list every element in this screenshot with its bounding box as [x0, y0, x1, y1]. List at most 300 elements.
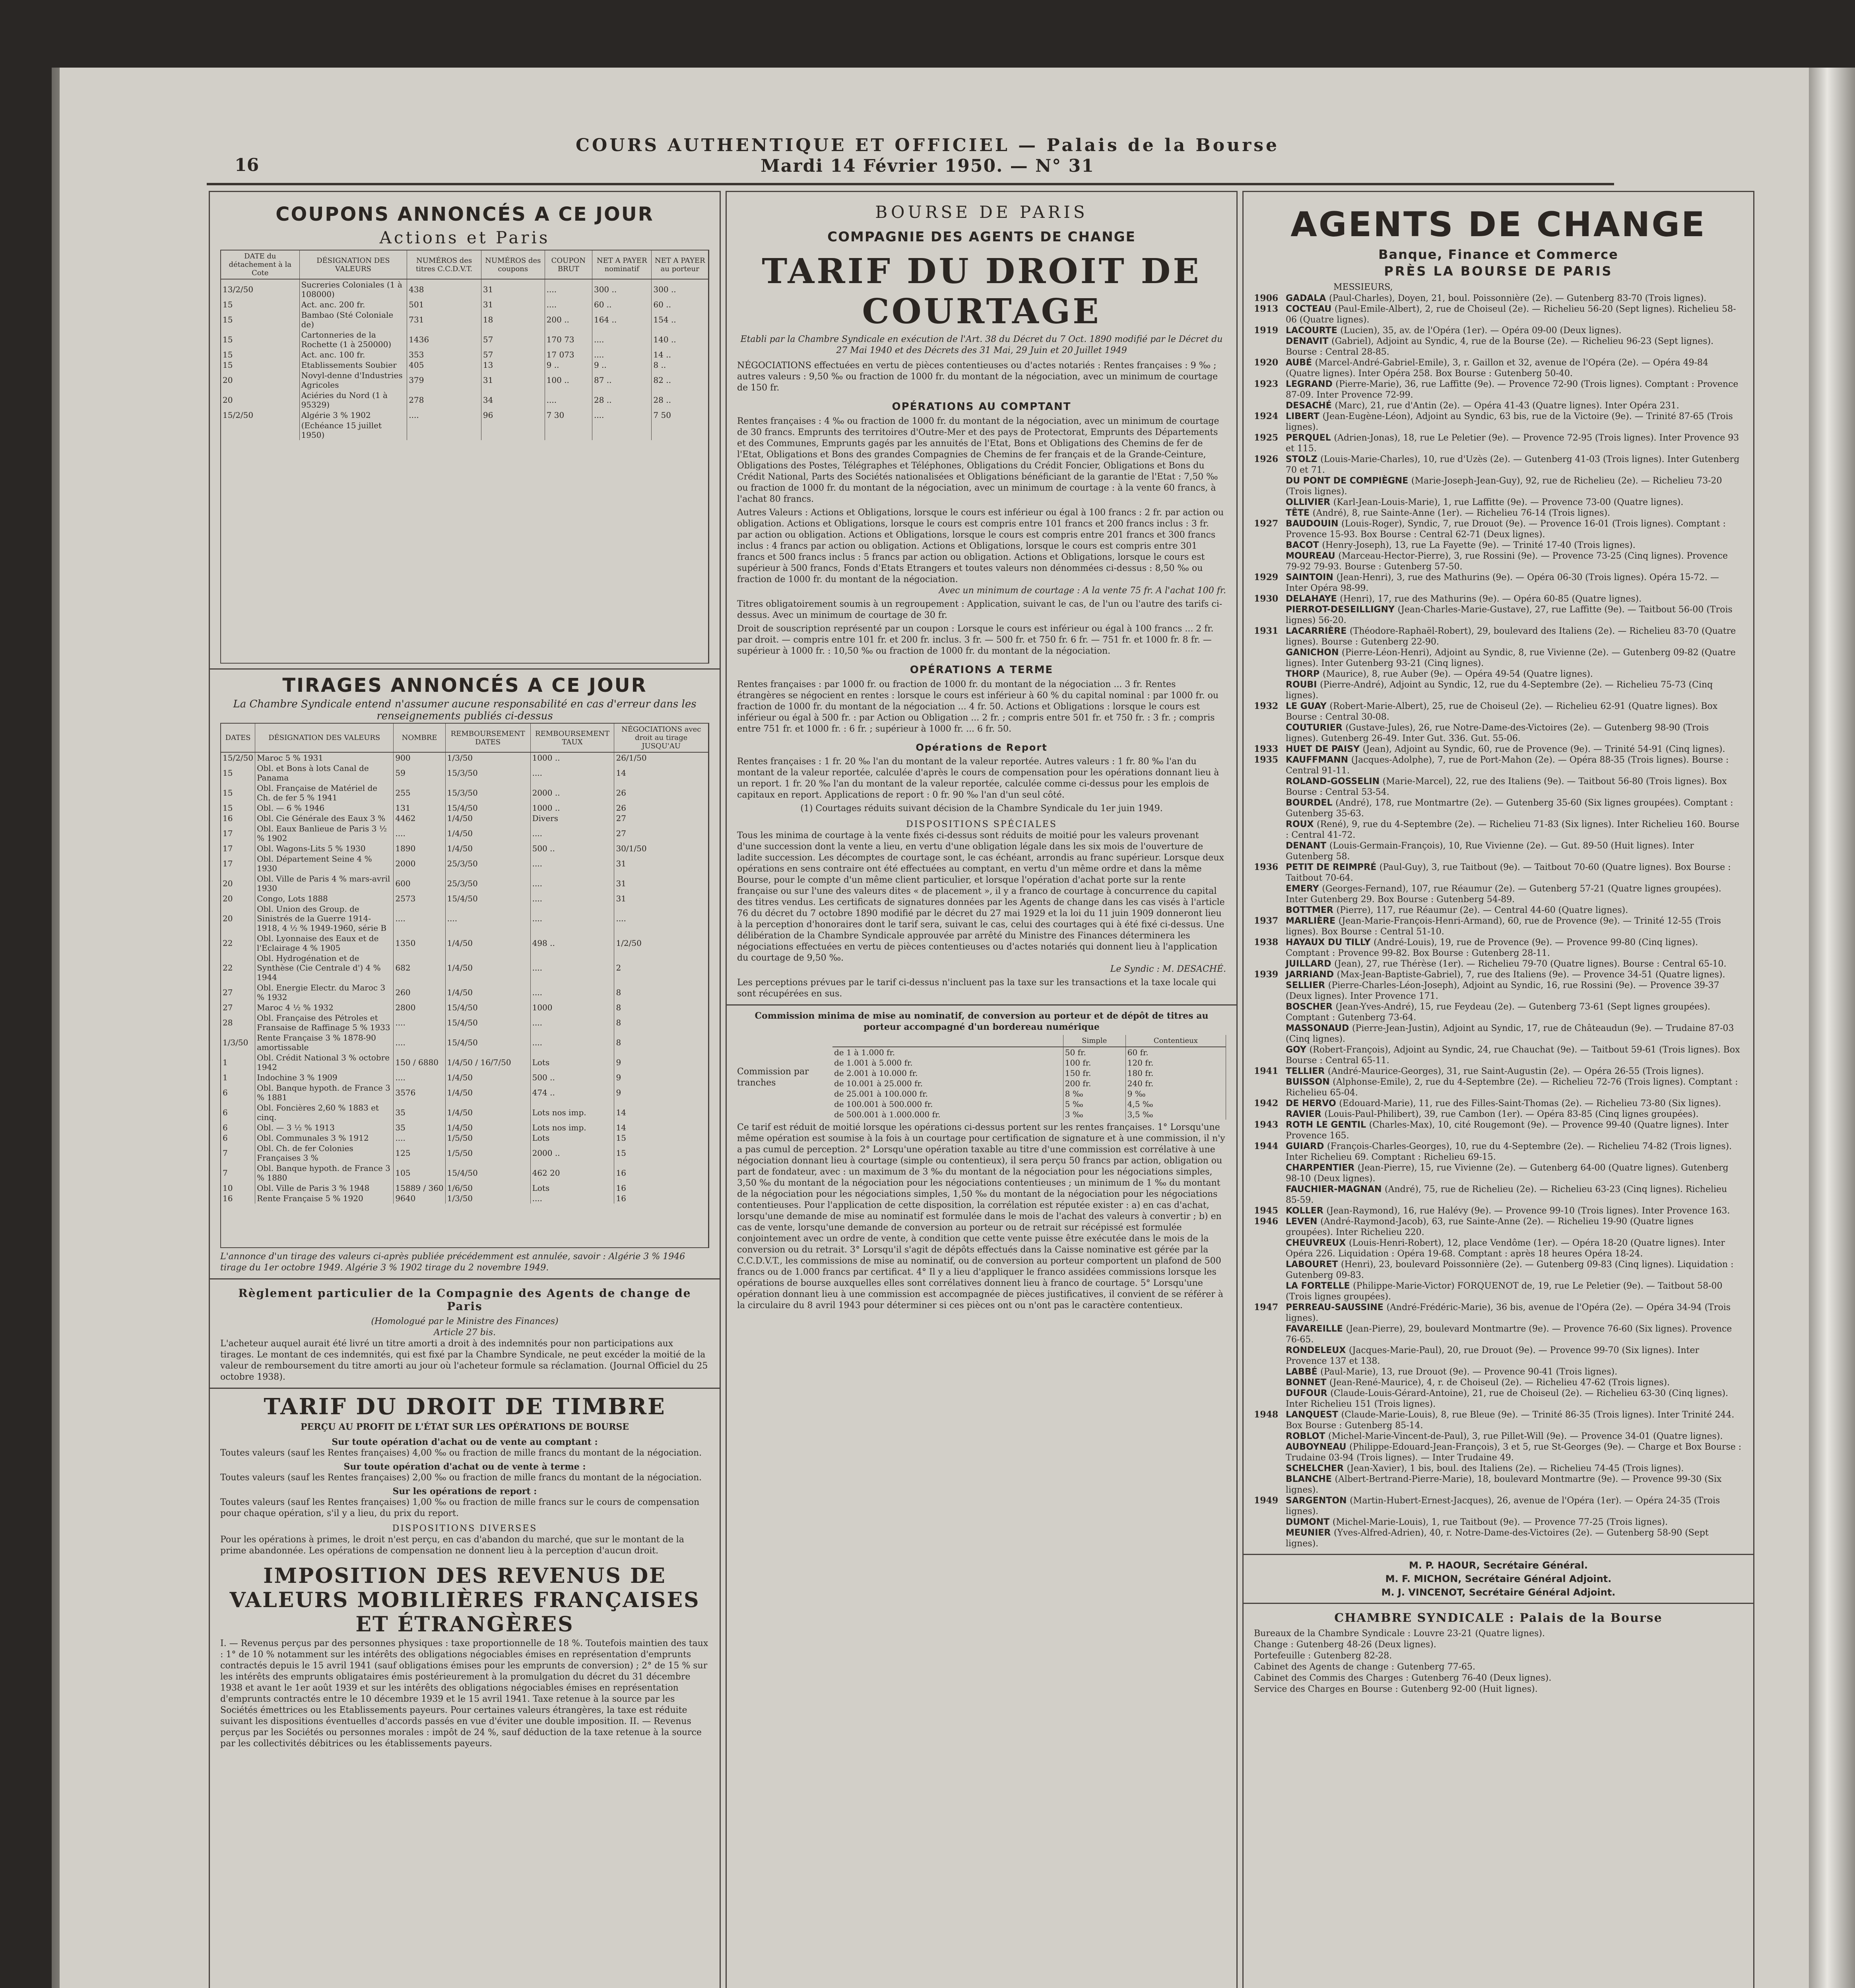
- agent-text: [1286, 1098, 1743, 1109]
- tirage-cell: 1: [221, 1052, 255, 1072]
- agent-name: BOTTMER: [1286, 905, 1337, 915]
- coupon-cell: 170 73: [545, 330, 592, 349]
- tirage-cell: 105: [394, 1163, 445, 1183]
- agent-entry: [1254, 883, 1743, 905]
- tirage-cell: 15: [221, 803, 255, 813]
- agent-text: [1286, 1463, 1743, 1474]
- agent-name: MOUREAU: [1286, 551, 1339, 561]
- coupon-cell: Cartonneries de la Rochette (1 à 250000): [299, 330, 407, 349]
- agent-year: [1254, 1377, 1286, 1388]
- agent-name: ROBLOT: [1286, 1431, 1329, 1441]
- agent-entry: [1254, 604, 1743, 626]
- tirage-cell: 25/3/50: [445, 874, 530, 893]
- commission-cell: de 500.001 à 1.000.000 fr.: [832, 1109, 1063, 1120]
- imposition-title: IMPOSITION DES REVENUS DE VALEURS MOBILIÈRES FRANÇAISES ET ÉTRANGÈRES: [229, 1564, 700, 1637]
- agent-details: (Claude-Marie-Louis), 8, rue Bleue (9e). — Trinité 86-35 (Trois lignes). Inter Trinité 244. Box Bourse : Gutenberg 85-14.: [1286, 1410, 1735, 1431]
- agent-text: [1286, 1517, 1743, 1528]
- coupon-cell: 60 ..: [592, 299, 651, 310]
- tirage-cell: 7: [221, 1143, 255, 1163]
- agent-year: 1906: [1254, 293, 1279, 303]
- agent-details: (Louis-Roger), Syndic, 7, rue Drouot (9e). — Provence 16-01 (Trois lignes). Comptant : Provence 15-93. Box Bourse : Central 62-71 (Deux lignes).: [1286, 519, 1726, 540]
- agent-text: [1286, 1324, 1743, 1345]
- agent-details: (Albert-Bertrand-Pierre-Marie), 18, boulevard Montmartre (9e). — Provence 99-30 (Six lignes).: [1286, 1474, 1722, 1495]
- timbre-s3: Sur les opérations de report :: [392, 1486, 537, 1497]
- tirage-cell: 15/4/50: [445, 893, 530, 904]
- agent-name: SCHELCHER: [1286, 1464, 1347, 1474]
- agent-entry: [1254, 969, 1743, 980]
- tirage-cell: ....: [530, 1033, 614, 1052]
- tirage-cell: 16: [614, 1163, 708, 1183]
- commission-row: [832, 1068, 1226, 1078]
- tirage-cell: 1/4/50: [445, 1122, 530, 1133]
- agent-details: (Jacques-Marie-Paul), 20, rue Drouot (9e). — Provence 99-70 (Six lignes). Inter Provence 137 et 138.: [1286, 1345, 1700, 1366]
- dispositions-diverses-text: Pour les opérations à primes, le droit n'est perçu, en cas d'abandon du marché, que sur le montant de la prime abandonnée. Les opérations de compensation ne donnent lieu à la perception d'aucun droit.: [220, 1535, 684, 1556]
- coupon-row: [221, 310, 708, 330]
- commission-cell: 100 fr.: [1063, 1058, 1125, 1068]
- agent-entry: [1254, 476, 1743, 497]
- agent-name: LEVEN: [1286, 1217, 1321, 1227]
- timbre-subtitle: PERÇU AU PROFIT DE L'ÉTAT SUR LES OPÉRATIONS DE BOURSE: [300, 1422, 629, 1432]
- tirage-cell: 8: [614, 1033, 708, 1052]
- agent-name: FAUCHIER-MAGNAN: [1286, 1184, 1385, 1194]
- tirage-row: [221, 783, 708, 803]
- agent-details: (Jean-Marie-François-Henri-Armand), 60, rue de Provence (9e). — Trinité 12-55 (Trois lignes). Box Bourse : Central 51-10.: [1286, 916, 1721, 937]
- agent-entry: [1254, 1206, 1743, 1216]
- agent-name: COUTURIER: [1286, 723, 1346, 733]
- coupon-cell: 82 ..: [652, 370, 708, 390]
- agent-entry: [1254, 411, 1743, 433]
- tirage-cell: 1/4/50: [445, 1103, 530, 1122]
- agent-year: 1943: [1254, 1120, 1279, 1130]
- agent-name: RAVIER: [1286, 1109, 1325, 1119]
- agent-entry: [1254, 1163, 1743, 1184]
- timbre-s2: Sur toute opération d'achat ou de vente à terme :: [343, 1462, 586, 1472]
- tirage-cell: 35: [394, 1122, 445, 1133]
- agent-text: [1286, 969, 1743, 980]
- tirage-cell: 2000 ..: [530, 1143, 614, 1163]
- tirage-cell: Obl. Communales 3 % 1912: [255, 1133, 394, 1143]
- signature-2: M. F. MICHON, Secrétaire Général Adjoint.: [1385, 1573, 1612, 1584]
- agent-year: 1948: [1254, 1409, 1279, 1420]
- agent-entry: [1254, 1302, 1743, 1324]
- agent-year: 1946: [1254, 1216, 1279, 1227]
- agent-text: [1286, 1077, 1743, 1098]
- agent-year: [1254, 1023, 1286, 1044]
- agent-details: (Pierre-Charles-Léon-Joseph), Adjoint au Syndic, 16, rue Rossini (9e). — Provence 39-37 (Deux lignes). Inter Provence 171.: [1286, 980, 1719, 1001]
- agent-year: 1926: [1254, 454, 1279, 464]
- report-text: Rentes françaises : 1 fr. 20 ‰ l'an du montant de la valeur reportée. Autres valeurs : 1 fr. 80 ‰ l'an du montant de la valeur reportée, calculée d'après le cours de compensation pour les opérations donnant lieu à un report. 1 fr. 20 ‰ l'an du montant de la valeur reportée, calculée comme ci-dessus pour les emplois de capitaux en report. Applications de report : 0 fr. 90 ‰ l'an d'un seul côté.: [737, 757, 1219, 800]
- agent-details: (Paul-Emile-Albert), 2, rue de Choiseul (2e). — Richelieu 56-20 (Sept lignes). Richelieu 58-06 (Quatre lignes).: [1286, 304, 1736, 325]
- commission-cell: 3 ‰: [1063, 1109, 1125, 1120]
- coupon-cell: ....: [407, 410, 481, 420]
- agent-year: [1254, 1388, 1286, 1409]
- tirage-row: [221, 1183, 708, 1193]
- coupon-cell: 140 ..: [652, 330, 708, 349]
- agent-name: RONDELEUX: [1286, 1345, 1349, 1355]
- agent-year: [1254, 669, 1286, 679]
- tirage-cell: Obl. — 3 ½ % 1913: [255, 1122, 394, 1133]
- imposition-text: I. — Revenus perçus par des personnes physiques : taxe proportionnelle de 18 %. Toutefois maintien des taux : 1° de 10 % notamment sur les intérêts des obligations négociables émises en représentation d'emprunts contractés depuis le 15 avril 1941 (sauf obligations émises pour les emprunts de conversion) ; 2° de 15 % sur les intérêts des emprunts obligataires émis postérieurement à la promulgation du décret du 31 décembre 1938 et avant le 1er août 1939 et sur les intérêts des obligations négociables émises en représentation d'emprunts contractés entre le 10 décembre 1939 et le 15 avril 1941. Taxe retenue à la source par les Sociétés émettrices ou les Etablissements payeurs. Pour certaines valeurs étrangères, la taxe est réduite suivant les dispositions éventuelles d'accords passés en vue d'éviter une double imposition. II. — Revenus perçus par les Sociétés ou personnes morales : impôt de 24 %, sauf déduction de la taxe retenue à la source par les collectivités débitrices ou les établissements payeurs.: [220, 1639, 708, 1749]
- tirage-cell: 260: [394, 982, 445, 1002]
- coupon-cell: Novyl-denne d'Industries Agricoles: [299, 370, 407, 390]
- agent-text: [1286, 916, 1743, 937]
- tirage-cell: 27: [221, 1002, 255, 1013]
- tirage-cell: 31: [614, 854, 708, 874]
- tirage-row: [221, 843, 708, 854]
- tirage-cell: 2573: [394, 893, 445, 904]
- agent-text: [1286, 701, 1743, 722]
- coupon-cell: 31: [481, 370, 545, 390]
- coupon-cell: 100 ..: [545, 370, 592, 390]
- tirage-row: [221, 813, 708, 823]
- tirage-row: [221, 752, 708, 763]
- coupon-header-2: NUMÉROS des titres C.C.D.V.T.: [407, 250, 481, 279]
- agent-details: (Georges-Fernand), 107, rue Réaumur (2e). — Gutenberg 57-21 (Quatre lignes groupées). Inter Gutenberg 29. Box Bourse : Gutenberg 54-89.: [1286, 884, 1721, 905]
- tirage-cell: 15/3/50: [445, 763, 530, 783]
- agent-details: (Martin-Hubert-Ernest-Jacques), 26, avenue de l'Opéra (1er). — Opéra 24-35 (Trois lignes).: [1286, 1496, 1720, 1516]
- agent-text: [1286, 1184, 1743, 1206]
- tirage-row: [221, 1072, 708, 1083]
- coupon-row: [221, 349, 708, 360]
- coupon-cell: 13: [481, 360, 545, 370]
- tirage-cell: Maroc 5 % 1931: [255, 752, 394, 763]
- tirage-header-3: REMBOURSEMENT DATES: [445, 724, 530, 752]
- commission-cell: 120 fr.: [1125, 1058, 1226, 1068]
- tirage-cell: ....: [530, 982, 614, 1002]
- agent-text: [1286, 1002, 1743, 1023]
- tirage-cell: 35: [394, 1103, 445, 1122]
- agent-text: [1286, 626, 1743, 647]
- chambre-line: Portefeuille : Gutenberg 82-28.: [1254, 1651, 1392, 1661]
- agent-details: (Pierre-Jean-Justin), Adjoint au Syndic, 17, rue de Châteaudun (9e). — Trudaine 87-03 (Cinq lignes).: [1286, 1023, 1734, 1044]
- agent-entry: [1254, 980, 1743, 1002]
- tirage-cell: 27: [221, 982, 255, 1002]
- tirage-header-5: NÉGOCIATIONS avec droit au tirage JUSQU'AU: [614, 724, 708, 752]
- coupon-cell: 154 ..: [652, 310, 708, 330]
- tirage-cell: ....: [394, 823, 445, 843]
- tirage-header-1: DÉSIGNATION DES VALEURS: [255, 724, 394, 752]
- agent-entry: [1254, 1324, 1743, 1345]
- agent-details: (Paul-Guy), 3, rue Taitbout (9e). — Taitbout 70-60 (Quatre lignes). Box Bourse : Taitbout 70-64.: [1286, 862, 1731, 883]
- coupon-cell: 9 ..: [545, 360, 592, 370]
- agent-year: 1944: [1254, 1141, 1279, 1151]
- agents-title: AGENTS DE CHANGE: [1290, 205, 1706, 245]
- timbre-title: TARIF DU DROIT DE TIMBRE: [264, 1394, 666, 1420]
- coupon-cell: 353: [407, 349, 481, 360]
- agent-entry: [1254, 1216, 1743, 1238]
- tirage-cell: 15/4/50: [445, 1163, 530, 1183]
- agent-name: PERQUEL: [1286, 433, 1334, 443]
- coupon-cell: 300 ..: [652, 279, 708, 299]
- coupon-header-3: NUMÉROS des coupons: [481, 250, 545, 279]
- tirage-row: [221, 1193, 708, 1204]
- commission-row: [832, 1099, 1226, 1109]
- commission-cell: 150 fr.: [1063, 1068, 1125, 1078]
- agent-name: DUMONT: [1286, 1517, 1333, 1527]
- agent-details: (Jean-Henri), 3, rue des Mathurins (9e). — Opéra 06-30 (Trois lignes). Opéra 15-72. — Inter Opéra 98-99.: [1286, 573, 1719, 593]
- tirage-cell: 1000: [530, 1002, 614, 1013]
- agent-details: (Robert-Marie-Albert), 25, rue de Choiseul (2e). — Richelieu 62-91 (Quatre lignes). Box Bourse : Central 30-08.: [1286, 701, 1718, 722]
- agent-entry: [1254, 937, 1743, 959]
- agent-entry: [1254, 454, 1743, 476]
- agent-text: [1286, 744, 1743, 755]
- tirage-cell: 17: [221, 843, 255, 854]
- tirage-cell: Maroc 4 ½ % 1932: [255, 1002, 394, 1013]
- agent-year: [1254, 679, 1286, 701]
- agent-text: [1286, 905, 1743, 916]
- tirage-cell: 26: [614, 783, 708, 803]
- agent-details: (Philippe-Edouard-Jean-François), 3 et 5, rue St-Georges (9e). — Charge et Box Bourse : Trudaine 03-94 (Trois lignes). — Inter Trudaine 49.: [1286, 1442, 1742, 1463]
- agent-year: [1254, 400, 1286, 411]
- agent-entry: [1254, 1002, 1743, 1023]
- tirage-row: [221, 874, 708, 893]
- commission-cell: de 1.001 à 5.000 fr.: [832, 1058, 1063, 1068]
- agent-name: CHEUVREUX: [1286, 1238, 1349, 1248]
- agent-name: JARRIAND: [1286, 970, 1337, 980]
- tirage-row: [221, 803, 708, 813]
- agent-entry: [1254, 1345, 1743, 1367]
- agent-year: [1254, 476, 1286, 497]
- tirage-cell: 3576: [394, 1083, 445, 1103]
- agent-text: [1286, 1259, 1743, 1281]
- agent-text: [1286, 1528, 1743, 1549]
- agent-name: DENANT: [1286, 841, 1329, 851]
- agent-name: BLANCHE: [1286, 1474, 1335, 1484]
- coupon-cell: [221, 420, 299, 440]
- coupon-cell: 438: [407, 279, 481, 299]
- agent-name: DENAVIT: [1286, 336, 1332, 346]
- tirage-cell: 6: [221, 1133, 255, 1143]
- agent-name: ROTH LE GENTIL: [1286, 1120, 1369, 1130]
- tirage-cell: 15: [221, 763, 255, 783]
- commission-row: [832, 1109, 1226, 1120]
- agent-entry: [1254, 1442, 1743, 1463]
- tirage-cell: 20: [221, 904, 255, 933]
- tirage-cell: Obl. Française des Pétroles et Fransaise de Raffinage 5 % 1933: [255, 1013, 394, 1033]
- tirage-cell: 1/3/50: [221, 1033, 255, 1052]
- agent-name: MASSONAUD: [1286, 1023, 1352, 1033]
- tirage-cell: 31: [614, 874, 708, 893]
- coupon-cell: 31: [481, 279, 545, 299]
- agent-text: [1286, 862, 1743, 883]
- agent-text: [1286, 454, 1743, 476]
- coupon-cell: 9 ..: [592, 360, 651, 370]
- coupon-row: [221, 360, 708, 370]
- chambre-line: Service des Charges en Bourse : Gutenberg 92-00 (Huit lignes).: [1254, 1684, 1538, 1694]
- coupon-cell: Act. anc. 200 fr.: [299, 299, 407, 310]
- tirage-row: [221, 823, 708, 843]
- coupon-cell: 164 ..: [592, 310, 651, 330]
- agent-entry: [1254, 1517, 1743, 1528]
- tirage-row: [221, 904, 708, 933]
- coupon-cell: 17 073: [545, 349, 592, 360]
- tirage-cell: 2800: [394, 1002, 445, 1013]
- agent-text: [1286, 647, 1743, 669]
- agent-name: GUIARD: [1286, 1142, 1327, 1151]
- tirage-cell: Obl. Française de Matériel de Ch. de fer 5 % 1941: [255, 783, 394, 803]
- tirage-cell: 20: [221, 874, 255, 893]
- agent-text: [1286, 937, 1743, 959]
- tirage-cell: 16: [614, 1193, 708, 1204]
- agent-text: [1286, 540, 1743, 551]
- agent-name: SAINTOIN: [1286, 573, 1337, 582]
- coupon-cell: 28 ..: [652, 390, 708, 410]
- agent-entry: [1254, 862, 1743, 883]
- agent-name: GADALA: [1286, 293, 1329, 303]
- agent-text: [1286, 819, 1743, 841]
- coupon-cell: Algérie 3 % 1902: [299, 410, 407, 420]
- agent-entry: [1254, 1463, 1743, 1474]
- tirage-cell: 1350: [394, 933, 445, 953]
- tirage-cell: 600: [394, 874, 445, 893]
- agent-year: 1923: [1254, 379, 1279, 389]
- terme-title: OPÉRATIONS A TERME: [910, 664, 1054, 676]
- commission-cell: de 1 à 1.000 fr.: [832, 1047, 1063, 1058]
- tirage-cell: 1: [221, 1072, 255, 1083]
- agent-name: AUBÉ: [1286, 358, 1315, 368]
- tirage-cell: 1/3/50: [445, 1193, 530, 1204]
- tirages-annulation: L'annonce d'un tirage des valeurs ci-après publiée précédemment est annulée, savoir : Algérie 3 % 1946 tirage du 1er octobre 1949. Algérie 3 % 1902 tirage du 2 novembre 1949.: [220, 1252, 685, 1273]
- agent-text: [1286, 304, 1743, 325]
- coupon-cell: 501: [407, 299, 481, 310]
- agent-details: (Jean), Adjoint au Syndic, 60, rue de Provence (9e). — Trinité 54-91 (Cinq lignes).: [1362, 744, 1725, 754]
- perception-text: Les perceptions prévues par le tarif ci-dessus n'incluent pas la taxe sur les transactions et la taxe locale qui sont récupérées en sus.: [737, 978, 1217, 999]
- agent-text: [1286, 1066, 1743, 1077]
- agent-name: KOLLER: [1286, 1206, 1327, 1216]
- tirage-cell: 15/2/50: [221, 752, 255, 763]
- agent-name: LE GUAY: [1286, 701, 1330, 711]
- tirage-cell: Obl. Hydrogénation et de Synthèse (Cie Centrale d') 4 % 1944: [255, 953, 394, 982]
- tirage-cell: 2: [614, 953, 708, 982]
- tirage-cell: 14: [614, 1103, 708, 1122]
- coupon-row: [221, 410, 708, 420]
- timbre-s1: Sur toute opération d'achat ou de vente au comptant :: [332, 1437, 598, 1447]
- agent-year: [1254, 1474, 1286, 1495]
- tirage-cell: 2000: [394, 854, 445, 874]
- agent-entry: [1254, 905, 1743, 916]
- header-rule: [207, 183, 1614, 185]
- agent-entry: [1254, 744, 1743, 755]
- timbre-t3: Toutes valeurs (sauf les Rentes françaises) 1,00 ‰ ou fraction de mille francs sur le cours de compensation pour chaque opération, s'il y a lieu, du prix du report.: [220, 1497, 700, 1518]
- tirage-cell: 22: [221, 933, 255, 953]
- agent-entry: [1254, 1388, 1743, 1409]
- agent-year: [1254, 798, 1286, 819]
- coupon-cell: 15: [221, 349, 299, 360]
- agent-details: (Jean-Eugène-Léon), Adjoint au Syndic, 63 bis, rue de la Victoire (9e). — Trinité 87-65 (Trois lignes).: [1286, 412, 1733, 432]
- agent-details: (Louis-Marie-Charles), 10, rue d'Uzès (2e). — Gutenberg 41-03 (Trois lignes). Inter Gutenberg 70 et 71.: [1286, 454, 1740, 475]
- agent-details: (Karl-Jean-Louis-Marie), 1, rue Laffitte (9e). — Provence 73-00 (Quatre lignes).: [1333, 497, 1684, 507]
- agent-text: [1286, 1388, 1743, 1409]
- agent-text: [1286, 1495, 1743, 1517]
- tirage-row: [221, 854, 708, 874]
- tirage-cell: ....: [530, 1013, 614, 1033]
- commission-row: [832, 1089, 1226, 1099]
- agent-year: 1937: [1254, 916, 1279, 926]
- messieurs: MESSIEURS,: [1333, 282, 1393, 292]
- reglement-title: Règlement particulier de la Compagnie des Agents de change de Paris: [238, 1287, 691, 1313]
- coupon-cell: 14 ..: [652, 349, 708, 360]
- coupon-cell: 7 50: [652, 410, 708, 420]
- agent-entry: [1254, 776, 1743, 798]
- agent-year: [1254, 1281, 1286, 1302]
- commission-table: [832, 1035, 1226, 1120]
- agent-text: [1286, 1409, 1743, 1431]
- coupon-header-1: DÉSIGNATION DES VALEURS: [299, 250, 407, 279]
- agent-details: (Jean-René-Maurice), 4, r. de Choiseul (2e). — Richelieu 47-62 (Trois lignes).: [1329, 1378, 1670, 1388]
- commission-row: [832, 1058, 1226, 1068]
- agent-name: EMERY: [1286, 884, 1322, 894]
- agent-year: 1929: [1254, 572, 1279, 582]
- tirage-cell: 7: [221, 1163, 255, 1183]
- agent-name: DE HERVO: [1286, 1099, 1339, 1109]
- tirage-cell: 9: [614, 1052, 708, 1072]
- tirage-cell: Lots: [530, 1183, 614, 1193]
- agent-year: 1938: [1254, 937, 1279, 947]
- agent-name: AUBOYNEAU: [1286, 1442, 1350, 1452]
- agent-text: [1286, 1023, 1743, 1044]
- agent-details: (Henri), 17, rue des Mathurins (9e). — Opéra 60-85 (Quatre lignes).: [1340, 594, 1642, 604]
- tirage-cell: Obl. Eaux Banlieue de Paris 3 ½ % 1902: [255, 823, 394, 843]
- agent-details: (Michel-Marie-Vincent-de-Paul), 3, rue Pillet-Will (9e). — Provence 34-01 (Quatre lignes).: [1328, 1431, 1723, 1441]
- agent-details: (Paul-Marie), 13, rue Drouot (9e). — Provence 90-41 (Trois lignes).: [1320, 1367, 1618, 1377]
- coupon-cell: 15: [221, 360, 299, 370]
- tirage-cell: 8: [614, 1002, 708, 1013]
- agent-name: CHARPENTIER: [1286, 1163, 1358, 1173]
- coupon-cell: 300 ..: [592, 279, 651, 299]
- agent-details: (André-Raymond-Jacob), 63, rue Sainte-Anne (2e). — Richelieu 19-90 (Quatre lignes groupées). Inter Richelieu 220.: [1286, 1217, 1694, 1237]
- tirage-cell: 131: [394, 803, 445, 813]
- agent-text: [1286, 959, 1743, 969]
- agent-year: [1254, 1184, 1286, 1206]
- agent-year: 1949: [1254, 1495, 1279, 1506]
- agent-name: GANICHON: [1286, 648, 1342, 658]
- tirage-cell: 14: [614, 763, 708, 783]
- agent-text: [1286, 669, 1743, 679]
- coupon-cell: 13/2/50: [221, 279, 299, 299]
- agent-year: [1254, 841, 1286, 862]
- tirage-cell: 16: [614, 1183, 708, 1193]
- signature-1: M. P. HAOUR, Secrétaire Général.: [1409, 1560, 1588, 1571]
- agent-year: [1254, 1463, 1286, 1474]
- tirage-header-2: NOMBRE: [394, 724, 445, 752]
- tirage-cell: 15/4/50: [445, 803, 530, 813]
- agent-details: (Jean), 27, rue Thérèse (1er). — Richelieu 79-70 (Quatre lignes). Bourse : Central 65-10.: [1334, 959, 1727, 969]
- agent-year: [1254, 1324, 1286, 1345]
- agent-entry: [1254, 540, 1743, 551]
- coupon-cell: 15: [221, 330, 299, 349]
- syndic-signature: Le Syndic : M. DESACHÉ.: [1110, 964, 1226, 974]
- coupon-cell: 31: [481, 299, 545, 310]
- coupon-cell: ....: [592, 330, 651, 349]
- agent-details: (André-Maurice-Georges), 31, rue Saint-Augustin (2e). — Opéra 26-55 (Trois lignes).: [1327, 1066, 1704, 1076]
- agent-year: [1254, 540, 1286, 551]
- agent-text: [1286, 497, 1743, 508]
- tirage-row: [221, 953, 708, 982]
- page-number: 16: [235, 155, 259, 175]
- agents-subtitle: Banque, Finance et Commerce: [1378, 247, 1618, 262]
- coupon-cell: ....: [592, 349, 651, 360]
- tirage-cell: 16: [221, 1193, 255, 1204]
- agent-text: [1286, 798, 1743, 819]
- coupon-row: [221, 299, 708, 310]
- coupon-cell: ....: [592, 410, 651, 420]
- agent-name: LA FORTELLE: [1286, 1281, 1353, 1291]
- tirage-cell: Indochine 3 % 1909: [255, 1072, 394, 1083]
- coupons-subtitle: Actions et Paris: [379, 228, 550, 247]
- coupon-cell: 96: [481, 410, 545, 420]
- agent-entry: [1254, 1367, 1743, 1377]
- right-column: [1242, 191, 1754, 1988]
